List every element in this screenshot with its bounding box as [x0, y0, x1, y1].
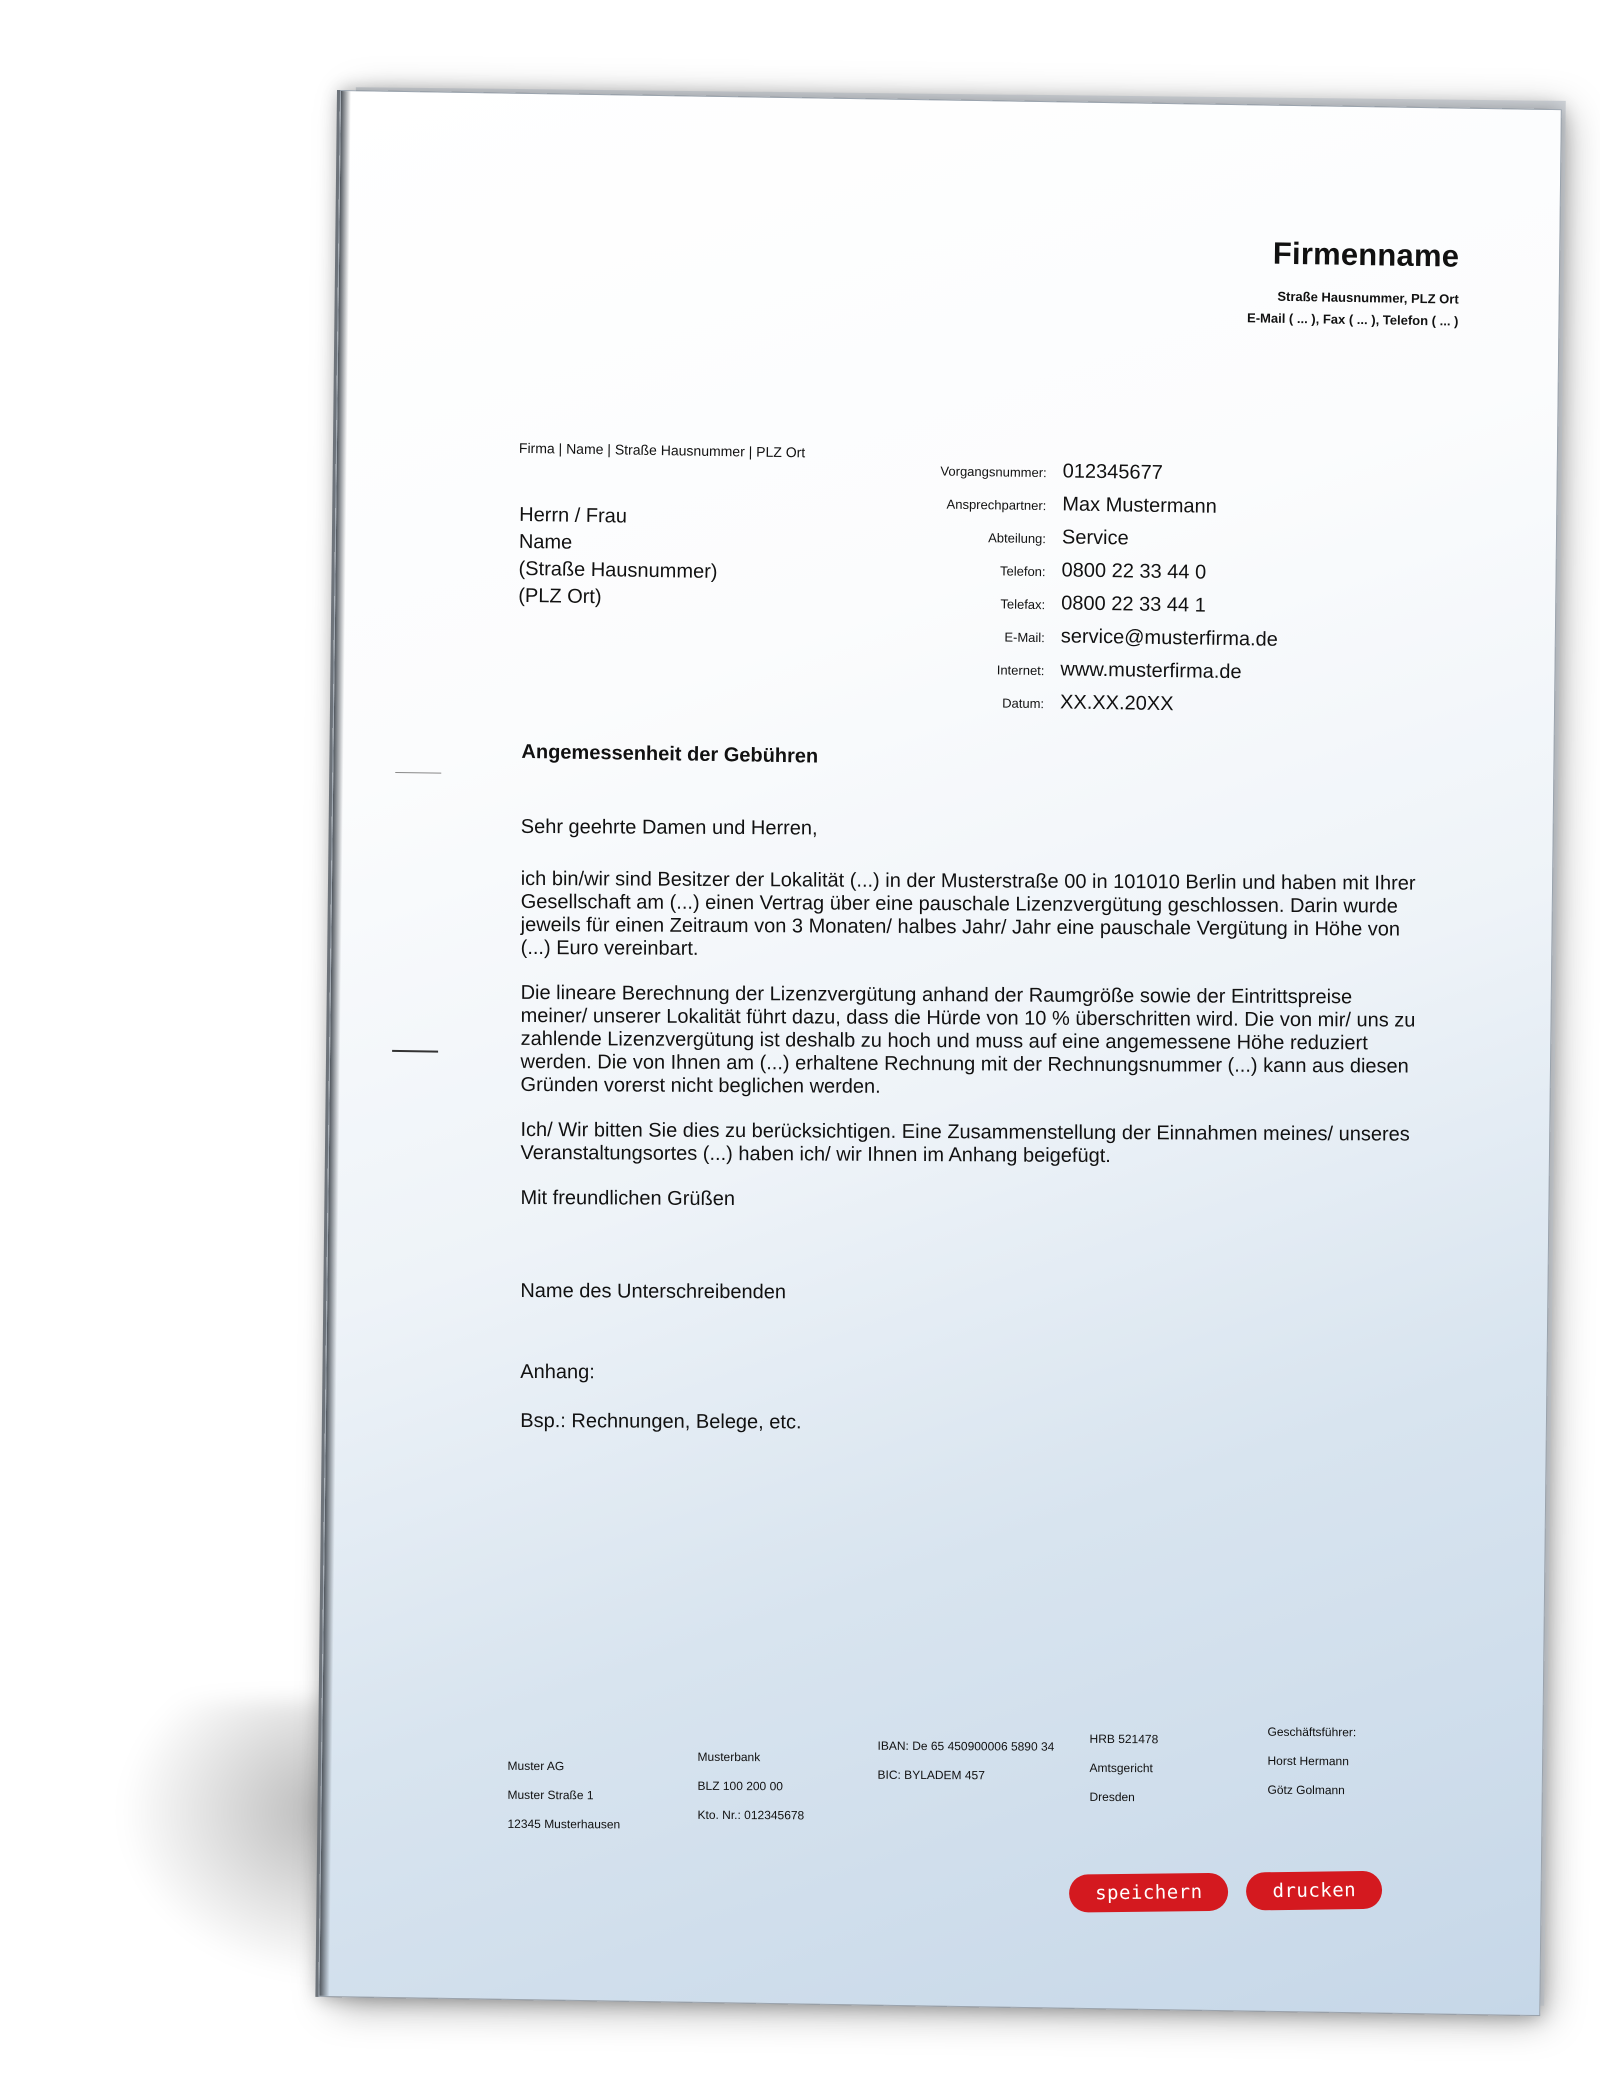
- appendix-label: Anhang:: [520, 1360, 595, 1384]
- body-paragraph: Die lineare Berechnung der Lizenzvergütung anhand der Raumgröße sowie der Eintrittspreise meiner/ unserer Lokalität führt dazu, dass die Hürde von 10 % überschritten wird. Die von mir/ uns zu zahlende Lizenzvergütung ist deshalb zu hoch und muss auf eine angemessene Höhe reduziert werden. Die von Ihnen am (...) erhaltene Rechnung mit der Rechnungsnummer (...) kann aus diesen Gründen vorerst nicht beglichen werden.: [520, 981, 1416, 1098]
- footer-company-column: [507, 1752, 620, 1840]
- document-actions: [1069, 1870, 1430, 1912]
- signer-name: Name des Unterschreibenden: [520, 1279, 787, 1304]
- footer-text: Geschäftsführer:: [1267, 1724, 1357, 1740]
- save-button[interactable]: speichern: [1069, 1873, 1229, 1913]
- company-address: Straße Hausnummer, PLZ Ort: [1277, 288, 1459, 307]
- letter-greeting: Sehr geehrte Damen und Herren,: [520, 815, 818, 840]
- fold-mark: [395, 772, 441, 774]
- footer-text: Götz Golmann: [1267, 1782, 1345, 1798]
- footer-text: HRB 521478: [1089, 1731, 1159, 1747]
- company-name: Firmenname: [1272, 235, 1460, 274]
- info-label: E-Mail:: [1004, 629, 1045, 646]
- info-value: 0800 22 33 44 1: [1061, 592, 1206, 617]
- info-value: service@musterfirma.de: [1060, 625, 1278, 651]
- letterhead: [1247, 235, 1459, 332]
- footer-iban-column: [878, 1732, 1055, 1791]
- reference-info-block: [894, 458, 1347, 729]
- info-label: Ansprechpartner:: [946, 496, 1047, 514]
- footer-text: BLZ 100 200 00: [697, 1778, 783, 1794]
- footer-text: Muster AG: [507, 1758, 565, 1774]
- footer-register-column: [1089, 1725, 1158, 1812]
- info-value: Max Mustermann: [1062, 493, 1217, 518]
- body-paragraph: ich bin/wir sind Besitzer der Lokalität (...) in der Musterstraße 00 in 101010 Berlin und haben mit Ihrer Gesellschaft am (...) einen Vertrag über eine pauschale Lizenzvergütung geschlossen. Darin wurde jeweils für einen Zeitraum von 3 Monaten/ halbes Jahr/ Jahr eine pauschale Vergütung in Höhe von (...) Euro vereinbart.: [520, 867, 1416, 960]
- sender-line: Firma | Name | Straße Hausnummer | PLZ Ort: [518, 439, 806, 461]
- info-value: XX.XX.20XX: [1059, 691, 1174, 716]
- info-row-date: [894, 689, 1344, 729]
- letter-closing: Mit freundlichen Grüßen: [520, 1186, 735, 1211]
- recipient-address: [518, 502, 718, 613]
- recipient-street: (Straße Hausnummer): [518, 557, 718, 583]
- footer-text: Musterbank: [697, 1749, 761, 1765]
- punch-mark: [392, 1050, 438, 1053]
- info-label: Abteilung:: [988, 530, 1047, 547]
- company-contact: E-Mail ( ... ), Fax ( ... ), Telefon ( ... ): [1246, 310, 1459, 329]
- recipient-salutation: Herrn / Frau: [519, 503, 628, 528]
- info-value: Service: [1061, 526, 1129, 550]
- appendix-items: Bsp.: Rechnungen, Belege, etc.: [520, 1409, 802, 1434]
- footer-text: Dresden: [1089, 1789, 1135, 1805]
- info-label: Internet:: [996, 662, 1045, 679]
- footer-text: IBAN: De 65 450900006 5890 34: [877, 1738, 1055, 1754]
- info-value: www.musterfirma.de: [1060, 658, 1242, 684]
- letter-body: [520, 816, 1416, 1460]
- footer-text: BIC: BYLADEM 457: [877, 1767, 985, 1783]
- footer-text: Muster Straße 1: [507, 1787, 594, 1803]
- footer-text: 12345 Musterhausen: [507, 1816, 621, 1832]
- footer-bank-column: [697, 1743, 804, 1831]
- body-paragraph: Ich/ Wir bitten Sie dies zu berücksichtigen. Eine Zusammenstellung der Einnahmen meines/ unseres Veranstaltungsortes (...) haben ich/ wir Ihnen im Anhang beigefügt.: [520, 1118, 1410, 1168]
- recipient-name: Name: [518, 530, 573, 554]
- info-value: 012345677: [1062, 460, 1163, 484]
- letter-page: [318, 90, 1561, 2016]
- info-value: 0800 22 33 44 0: [1061, 559, 1207, 584]
- footer-text: Kto. Nr.: 012345678: [697, 1807, 805, 1823]
- print-button[interactable]: drucken: [1246, 1871, 1382, 1911]
- info-label: Datum:: [1002, 695, 1045, 712]
- footer-management-column: [1267, 1718, 1356, 1805]
- footer-text: Amtsgericht: [1089, 1760, 1153, 1776]
- footer-text: Horst Hermann: [1267, 1753, 1349, 1769]
- info-label: Vorgangsnummer:: [940, 463, 1047, 481]
- info-label: Telefax:: [1000, 596, 1046, 613]
- letter-footer: [507, 1714, 1427, 1859]
- letter-subject: Angemessenheit der Gebühren: [521, 740, 819, 768]
- info-label: Telefon:: [999, 563, 1046, 580]
- recipient-city: (PLZ Ort): [518, 584, 602, 609]
